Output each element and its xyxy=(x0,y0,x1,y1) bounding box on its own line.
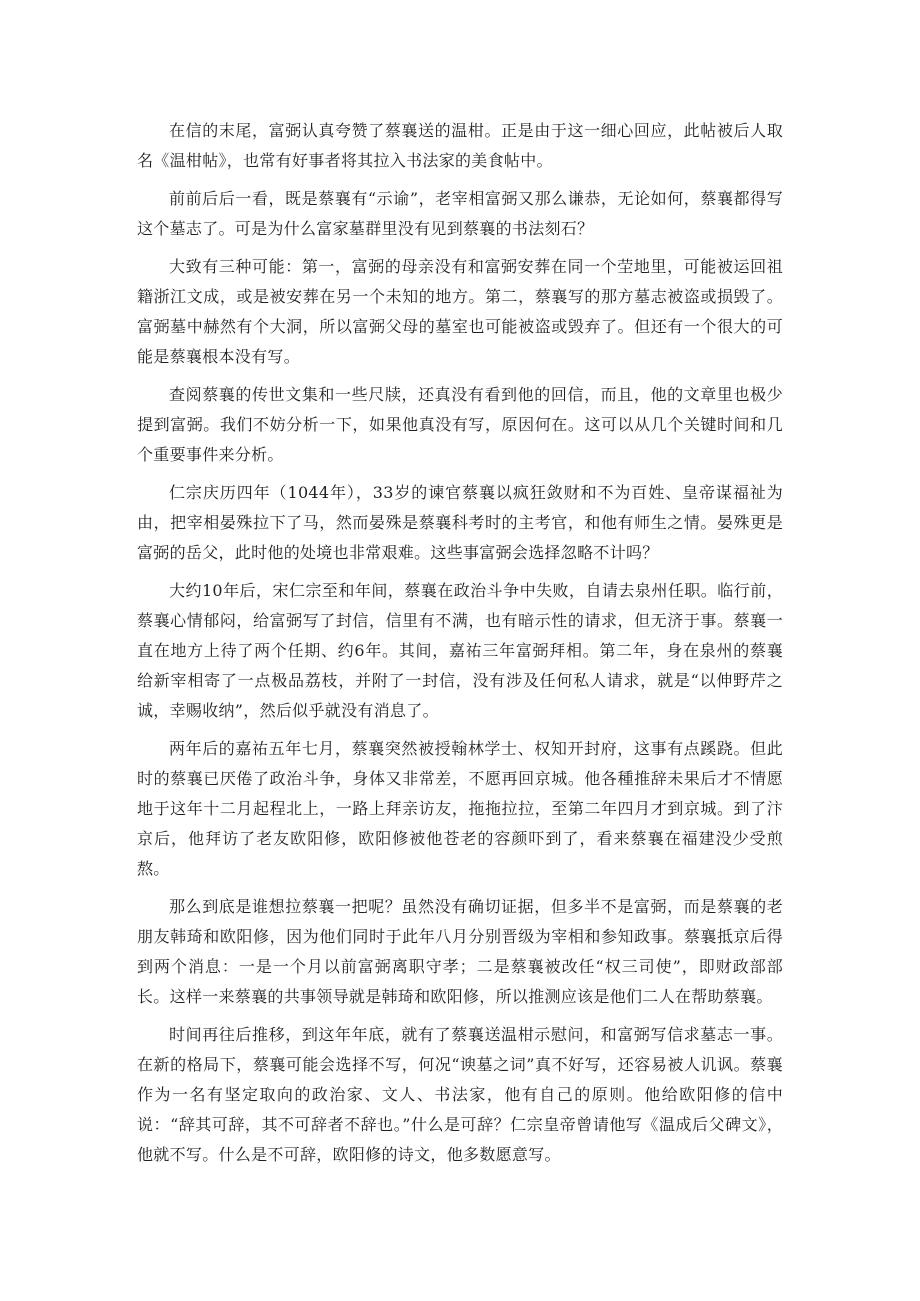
paragraph-1: 在信的末尾，富弼认真夸赞了蔡襄送的温柑。正是由于这一细心回应，此帖被后人取名《温柑帖》，也常有好事者将其拉入书法家的美食帖中。 xyxy=(137,121,783,170)
paragraph-9: 时间再往后推移，到这年年底，就有了蔡襄送温柑示慰问，和富弼写信求墓志一事。在新的格局下，蔡襄可能会选择不写，何况“谀墓之词”真不好写，还容易被人讥讽。蔡襄作为一名有坚定取向的政治家、文人、书法家，他有自己的原则。他给欧阳修的信中说：“辞其可辞，其不可辞者不辞也。”什么是可辞？仁宗皇帝曾请他写《温成后父碑文》，他就不写。什么是不可辞，欧阳修的诗文，他多数愿意写。 xyxy=(137,1025,783,1164)
article-body xyxy=(137,116,783,1176)
paragraph-6: 大约10年后，宋仁宗至和年间，蔡襄在政治斗争中失败，自请去泉州任职。临行前，蔡襄心情郁闷，给富弼写了封信，信里有不满，也有暗示性的请求，但无济于事。蔡襄一直在地方上待了两个任期、约6年。其间，嘉祐三年富弼拜相。第二年，身在泉州的蔡襄给新宰相寄了一点极品荔枝，并附了一封信，没有涉及任何私人请求，就是“以伸野芹之诚，幸赐收纳”，然后似乎就没有消息了。 xyxy=(137,581,783,720)
paragraph-2: 前前后后一看，既是蔡襄有“示谕”，老宰相富弼又那么谦恭，无论如何，蔡襄都得写这个墓志了。可是为什么富家墓群里没有见到蔡襄的书法刻石？ xyxy=(137,189,783,238)
paragraph-4: 查阅蔡襄的传世文集和一些尺牍，还真没有看到他的回信，而且，他的文章里也极少提到富弼。我们不妨分析一下，如果他真没有写，原因何在。这可以从几个关键时间和几个重要事件来分析。 xyxy=(137,385,783,464)
paragraph-5: 仁宗庆历四年（1044年），33岁的谏官蔡襄以疯狂敛财和不为百姓、皇帝谋福祉为由，把宰相晏殊拉下了马，然而晏殊是蔡襄科考时的主考官，和他有师生之情。晏殊更是富弼的岳父，此时他的处境也非常艰难。这些事富弼会选择忽略不计吗？ xyxy=(137,483,783,562)
paragraph-3: 大致有三种可能：第一，富弼的母亲没有和富弼安葬在同一个茔地里，可能被运回祖籍浙江文成，或是被安葬在另一个未知的地方。第二，蔡襄写的那方墓志被盗或损毁了。富弼墓中赫然有个大洞，所以富弼父母的墓室也可能被盗或毁弃了。但还有一个很大的可能是蔡襄根本没有写。 xyxy=(137,257,783,366)
paragraph-7: 两年后的嘉祐五年七月，蔡襄突然被授翰林学士、权知开封府，这事有点蹊跷。但此时的蔡襄已厌倦了政治斗争，身体又非常差，不愿再回京城。他各種推辞未果后才不情愿地于这年十二月起程北上，一路上拜亲访友，拖拖拉拉，至第二年四月才到京城。到了汴京后，他拜访了老友欧阳修，欧阳修被他苍老的容颜吓到了，看来蔡襄在福建没少受煎熬。 xyxy=(137,739,783,878)
paragraph-8: 那么到底是谁想拉蔡襄一把呢？虽然没有确切证据，但多半不是富弼，而是蔡襄的老朋友韩琦和欧阳修，因为他们同时于此年八月分别晋级为宰相和参知政事。蔡襄抵京后得到两个消息：一是一个月以前富弼离职守孝；二是蔡襄被改任“权三司使”，即财政部部长。这样一来蔡襄的共事领导就是韩琦和欧阳修，所以推测应该是他们二人在帮助蔡襄。 xyxy=(137,897,783,1006)
